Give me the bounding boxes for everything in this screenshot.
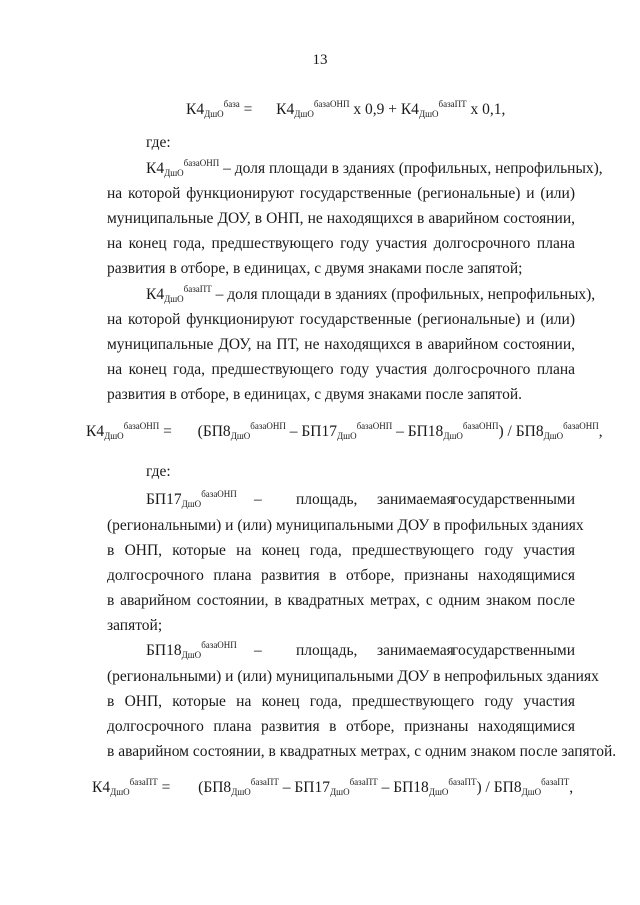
paragraph-line: муниципальные ДОУ, в ОНП, не находящихся в аварийном состоянии, [107,210,575,227]
definition-k4-pt: $К4_{ДшО}^{базаПТ}$ – доля площади в зданиях (профильных, непрофильных), [146,284,596,304]
paragraph-line: развития в отборе, в единицах, с двумя знаками после запятой; [107,260,523,277]
page-number: 13 [312,52,328,68]
formula-k4-pt: $К4_{ДшО}^{базаПТ} = (БП8_{ДшО}^{базаПТ} - БП17_{ДшО}^{базаПТ} - БП18_{ДшО}^{базаПТ}) / БП8_{ДшО}^{базаПТ}$, [92,777,574,797]
paragraph-line: в аварийном состоянии, в квадратных метрах, с одним знаком после запятой. [107,743,617,760]
paragraph-line: долгосрочного плана развития в отборе, признаны находящимися [107,718,575,735]
paragraph-line: развития в отборе, в единицах, с двумя знаками после запятой. [107,386,523,403]
paragraph-line: муниципальные ДОУ, на ПТ, не находящихся в аварийном состоянии, [107,336,575,353]
definition-k4-onp: $К4_{ДшО}^{базаОНП}$ – доля площади в зданиях (профильных, непрофильных), [146,158,603,178]
formula-k4-onp: $К4_{ДшО}^{базаОНП} = (БП8_{ДшО}^{базаОНП} - БП17_{ДшО}^{базаОНП} - БП18_{ДшО}^{базаОНП}) / БП8_{ДшО}^{базаОНП}$, [86,421,603,441]
where-label-2: где: [146,463,171,480]
definition-bp17: $БП17_{ДшО}^{базаОНП}$ – площадь, занимаемая государственными [146,489,575,509]
paragraph-line: в ОНП, которые на конец года, предшествующего году участия [107,542,575,559]
paragraph-line: на конец года, предшествующего году участия долгосрочного плана [107,361,575,378]
paragraph-line: долгосрочного плана развития в отборе, признаны находящимися [107,567,575,584]
definition-bp18: $БП18_{ДшО}^{базаОНП}$ – площадь, занимаемая государственными [146,640,575,660]
paragraph-line: в аварийном состоянии, в квадратных метрах, с одним знаком после [107,592,575,609]
paragraph-line: на которой функционируют государственные (региональные) и (или) [107,311,575,328]
paragraph-line: на конец года, предшествующего году участия долгосрочного плана [107,235,575,252]
paragraph-line: в ОНП, которые на конец года, предшествующего году участия [107,693,575,710]
paragraph-line: запятой; [107,617,163,634]
paragraph-line: на которой функционируют государственные (региональные) и (или) [107,185,575,202]
paragraph-line: (региональными) и (или) муниципальными ДОУ в непрофильных зданиях [107,668,599,685]
formula-k4-base: $К4_{ДшО}^{база} = К4_{ДшО}^{базаОНП}$ х $0,9 + К4_{ДшО}^{базаПТ}$ х 0,1, [186,99,506,119]
where-label-1: где: [146,134,171,151]
paragraph-line: (региональными) и (или) муниципальными ДОУ в профильных зданиях [107,517,584,534]
